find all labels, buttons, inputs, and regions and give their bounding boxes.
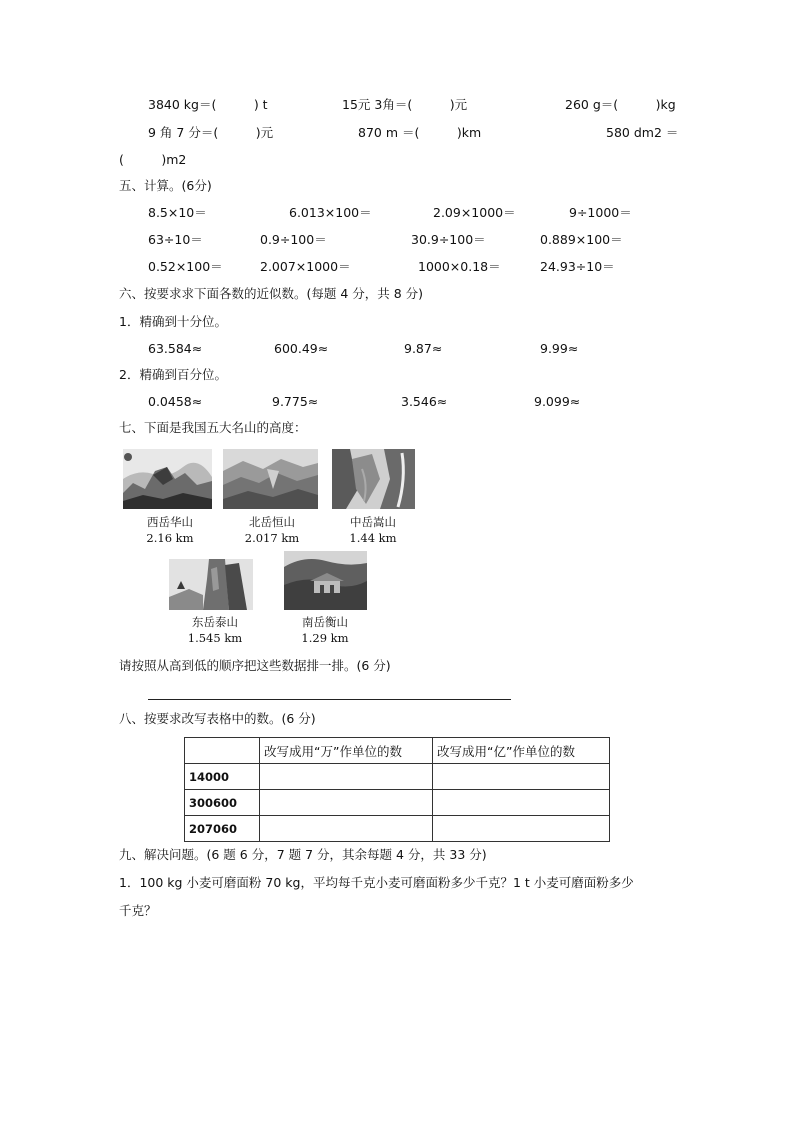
- table-header-cell: 改写成用“万”作单位的数: [260, 738, 433, 764]
- table-row-number: 207060: [185, 816, 260, 842]
- hengshan-south-photo: [284, 551, 367, 610]
- calc-item: 2.007×1000＝: [260, 259, 351, 274]
- approx-item: 9.87≈: [404, 341, 443, 356]
- approx-item: 0.0458≈: [148, 394, 203, 409]
- section7-instruction: 请按照从高到低的顺序把这些数据排一排。(6 分): [119, 658, 391, 673]
- mountain-name-huashan: 西岳华山: [147, 515, 193, 529]
- section9-q1-line2: 千克？: [119, 903, 157, 918]
- approx-item: 63.584≈: [148, 341, 203, 356]
- approx-item: 9.775≈: [272, 394, 319, 409]
- mountain-height-hengshan-south: 1.29 km: [301, 631, 349, 645]
- conversion-6-continued: ( )m2: [119, 152, 187, 167]
- section7-title: 七、下面是我国五大名山的高度：: [119, 420, 307, 435]
- table-header-row: [185, 738, 610, 764]
- section6-title: 六、按要求求下面各数的近似数。(每题 4 分，共 8 分): [119, 286, 424, 301]
- answer-cell[interactable]: [260, 790, 433, 816]
- conversion-1: 3840 kg＝( ) t: [148, 97, 268, 112]
- conversion-4: 9 角 7 分＝( )元: [148, 125, 274, 140]
- mountain-height-hengshan-north: 2.017 km: [244, 531, 300, 545]
- table-row-number: 300600: [185, 790, 260, 816]
- approx-item: 9.99≈: [540, 341, 579, 356]
- calc-item: 6.013×100＝: [289, 205, 372, 220]
- answer-cell[interactable]: [260, 764, 433, 790]
- table-row: [185, 816, 610, 842]
- calc-item: 0.9÷100＝: [260, 232, 327, 247]
- approx-item: 3.546≈: [401, 394, 448, 409]
- mountain-height-songshan: 1.44 km: [349, 531, 397, 545]
- section9-title: 九、解决问题。(6 题 6 分，7 题 7 分，其余每题 4 分，共 33 分): [119, 847, 487, 862]
- mountain-name-hengshan-south: 南岳衡山: [302, 615, 348, 629]
- table-row: [185, 790, 610, 816]
- answer-line[interactable]: [148, 699, 511, 700]
- answer-cell[interactable]: [260, 816, 433, 842]
- mountain-name-taishan: 东岳泰山: [192, 615, 238, 629]
- conversion-3: 260 g＝( )kg: [565, 97, 676, 112]
- conversion-6: 580 dm2 ＝: [606, 125, 679, 140]
- section6-q1: 1．精确到十分位。: [119, 314, 227, 329]
- calc-item: 0.889×100＝: [540, 232, 623, 247]
- calc-item: 63÷10＝: [148, 232, 203, 247]
- calc-item: 0.52×100＝: [148, 259, 223, 274]
- calc-item: 8.5×10＝: [148, 205, 207, 220]
- taishan-photo: [169, 559, 253, 610]
- table-row-number: 14000: [185, 764, 260, 790]
- hengshan-north-photo: [223, 449, 318, 509]
- answer-cell[interactable]: [433, 790, 610, 816]
- songshan-photo: [332, 449, 415, 509]
- section5-title: 五、计算。(6分): [119, 178, 212, 193]
- calc-item: 24.93÷10＝: [540, 259, 615, 274]
- conversion-2: 15元 3角＝( )元: [342, 97, 468, 112]
- answer-cell[interactable]: [433, 816, 610, 842]
- table-row: [185, 764, 610, 790]
- conversion-5: 870 m ＝( )km: [358, 125, 482, 140]
- table-header-cell: [185, 738, 260, 764]
- section8-title: 八、按要求改写表格中的数。(6 分): [119, 711, 316, 726]
- answer-cell[interactable]: [433, 764, 610, 790]
- calc-item: 1000×0.18＝: [418, 259, 501, 274]
- huashan-photo: [123, 449, 212, 509]
- mountain-height-taishan: 1.545 km: [187, 631, 243, 645]
- conversion-table: [184, 737, 610, 842]
- mountain-height-huashan: 2.16 km: [146, 531, 194, 545]
- calc-item: 30.9÷100＝: [411, 232, 486, 247]
- section9-q1-line1: 1．100 kg 小麦可磨面粉 70 kg，平均每千克小麦可磨面粉多少千克？1 t 小麦可磨面粉多少: [119, 875, 634, 890]
- calc-item: 2.09×1000＝: [433, 205, 516, 220]
- table-header-cell: 改写成用“亿”作单位的数: [433, 738, 610, 764]
- mountain-name-hengshan-north: 北岳恒山: [249, 515, 295, 529]
- approx-item: 9.099≈: [534, 394, 581, 409]
- approx-item: 600.49≈: [274, 341, 329, 356]
- mountain-name-songshan: 中岳嵩山: [350, 515, 396, 529]
- section6-q2: 2．精确到百分位。: [119, 367, 227, 382]
- calc-item: 9÷1000＝: [569, 205, 632, 220]
